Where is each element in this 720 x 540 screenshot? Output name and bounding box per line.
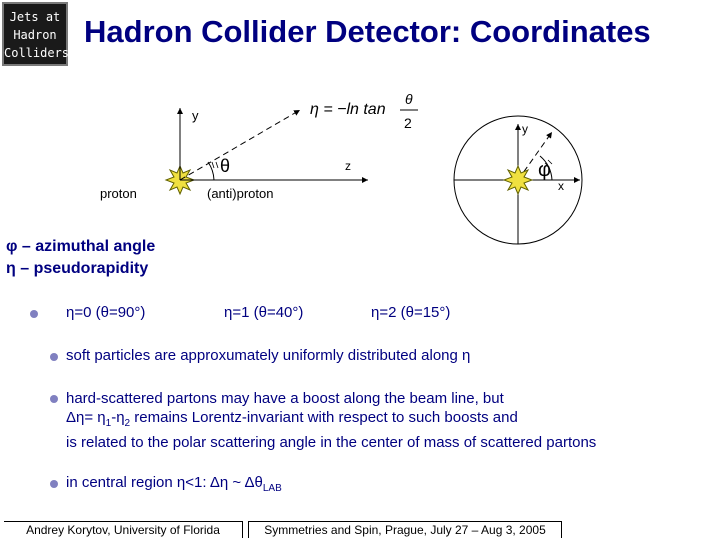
- theta-label: θ: [220, 156, 231, 176]
- bullet-soft-particles: [46, 347, 706, 364]
- z-label: z: [345, 159, 351, 173]
- phi-definition: φ – azimuthal angle: [6, 238, 156, 255]
- hard-line-2: $\Delta\eta= \eta_1-\eta_2$ remains Lorentz-invariant with respect to such boosts and: [66, 409, 518, 429]
- logo-line-2: Hadron: [13, 28, 57, 42]
- logo-line-3: Colliders: [4, 46, 70, 60]
- antiproton-label: (anti)proton: [207, 186, 274, 201]
- y-label-right: y: [522, 122, 528, 136]
- y-label-left: y: [192, 108, 199, 123]
- hard-line-1: hard-scattered partons may have a boost along the beam line, but: [66, 390, 504, 407]
- bullet-hard-scattered: [46, 389, 706, 452]
- eta-0-value: η=0 (θ=90°): [66, 304, 146, 321]
- footer-conference: Symmetries and Spin, Prague, July 27 – Aug 3, 2005: [248, 521, 562, 538]
- formula-denominator: 2: [404, 115, 412, 131]
- x-label: x: [558, 179, 564, 193]
- eta-2-value: η=2 (θ=15°): [371, 304, 451, 321]
- central-region-subscript: LAB: [262, 483, 282, 494]
- soft-particles-text: soft particles are approxumately uniformly distributed along η: [66, 347, 471, 364]
- bullet-dot: [50, 395, 58, 403]
- bullet-central-region: [46, 474, 706, 494]
- hard-line-3: is related to the polar scattering angle in the center of mass of scattered partons: [66, 434, 597, 451]
- definitions: [6, 236, 155, 280]
- footer-author: Andrey Korytov, University of Florida: [4, 521, 243, 538]
- formula-numerator: θ: [405, 91, 413, 107]
- eta-definition: η – pseudorapidity: [6, 260, 149, 277]
- logo-line-1: Jets at: [9, 10, 61, 24]
- phi-label: φ: [538, 159, 551, 181]
- slide-title: Hadron Collider Detector: Coordinates: [84, 14, 651, 49]
- antiproton-star-icon: [504, 166, 532, 194]
- bullet-dot: [50, 353, 58, 361]
- bullet-dot: [50, 480, 58, 488]
- proton-label: proton: [100, 186, 137, 201]
- bullet-eta-values: [46, 304, 706, 324]
- formula-lhs: η = −ln tan: [310, 101, 386, 118]
- eta-1-value: η=1 (θ=40°): [224, 304, 304, 321]
- bullet-dot: [30, 310, 38, 318]
- central-region-text: in central region η<1: Δη ~ Δθ: [66, 474, 263, 491]
- coordinate-diagram: [0, 0, 720, 260]
